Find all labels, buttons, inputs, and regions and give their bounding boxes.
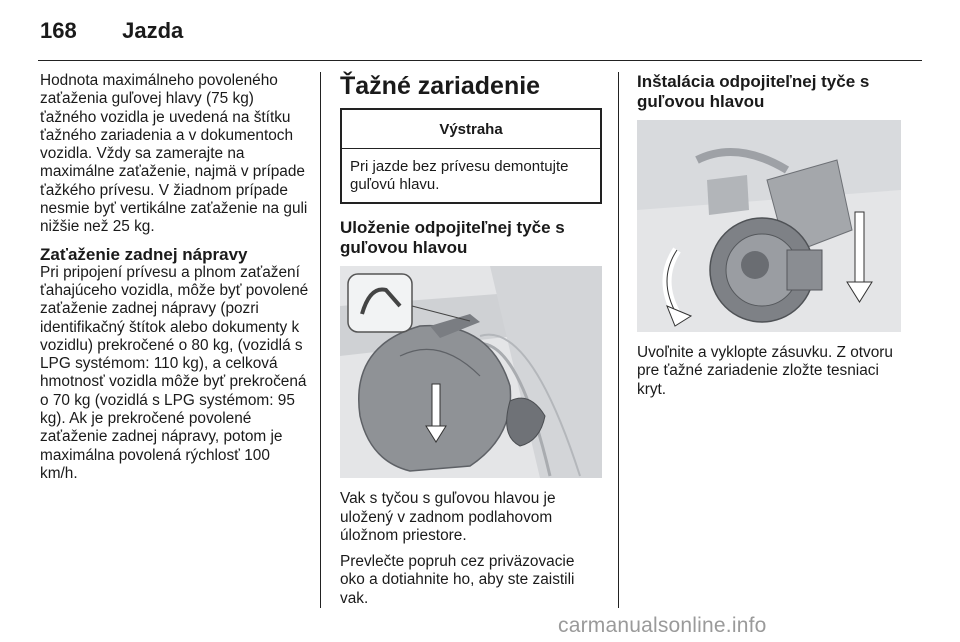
install-figure-svg [637,120,901,332]
storage-paragraph-1: Vak s tyčou s guľovou hlavou je uložený v zadnom podlahovom úložnom priestore. [340,490,556,544]
page-header [40,18,183,44]
install-paragraph: Uvoľnite a vyklopte zásuvku. Z otvoru pre ťažné zariadenie zložte tesniaci kryt. [637,344,893,398]
install-illustration [637,120,901,332]
storage-paragraph-2: Prevlečte popruh cez priväzovacie oko a dotiahnite ho, aby ste zaistili vak. [340,553,575,607]
storage-heading: Uloženie odpojiteľnej tyče s guľovou hlavou [340,218,565,258]
page-number: 168 [40,18,77,43]
rear-axle-heading: Zaťaženie zadnej nápravy [40,244,248,264]
storage-illustration [340,266,602,478]
warning-title: Výstraha [342,110,600,149]
install-heading: Inštalácia odpojiteľnej tyče s guľovou hlavou [637,72,870,111]
towing-title: Ťažné zariadenie [340,72,541,100]
warning-box [340,108,602,204]
header-rule [38,60,922,61]
column-2 [340,72,602,616]
axle-load-paragraph: Hodnota maximálneho povoleného zaťaženia guľovej hlavy (75 kg) ťažného vozidla je uvedená na štítku ťažného zariadenia a v dokumentoch vozidla. Vždy sa zamerajte na maximálne zaťaženie, najmä v prípade ťažkého prívesu. V žiadnom prípade nesmie byť vertikálne zaťaženie na guli nižšie než 25 kg. [40,72,308,236]
column-3 [637,72,901,407]
warning-text: Pri jazde bez prívesu demontujte guľovú hlavu. [350,158,569,194]
storage-figure-svg [340,266,602,478]
section-title: Jazda [122,18,184,43]
watermark: carmanualsonline.info [558,614,767,637]
column-1 [40,72,310,491]
column-divider-1 [320,72,321,608]
rear-axle-paragraph: Pri pripojení prívesu a plnom zaťažení ťahajúceho vozidla, môže byť povolené zaťaženie zadnej nápravy (pozri identifikačný štítok alebo dokumenty k vozidlu) prekročené o 80 kg, (vozidlá s LPG systémom: 110 kg), a celková hmotnosť vozidla môže byť prekročená o 70 kg (vozidlá s LPG systémom: 95 kg). Ak je prekročené povolené zaťaženie zadnej nápravy, potom je maximálna povolená rýchlosť 100 km/h. [40,263,309,482]
column-divider-2 [618,72,619,608]
